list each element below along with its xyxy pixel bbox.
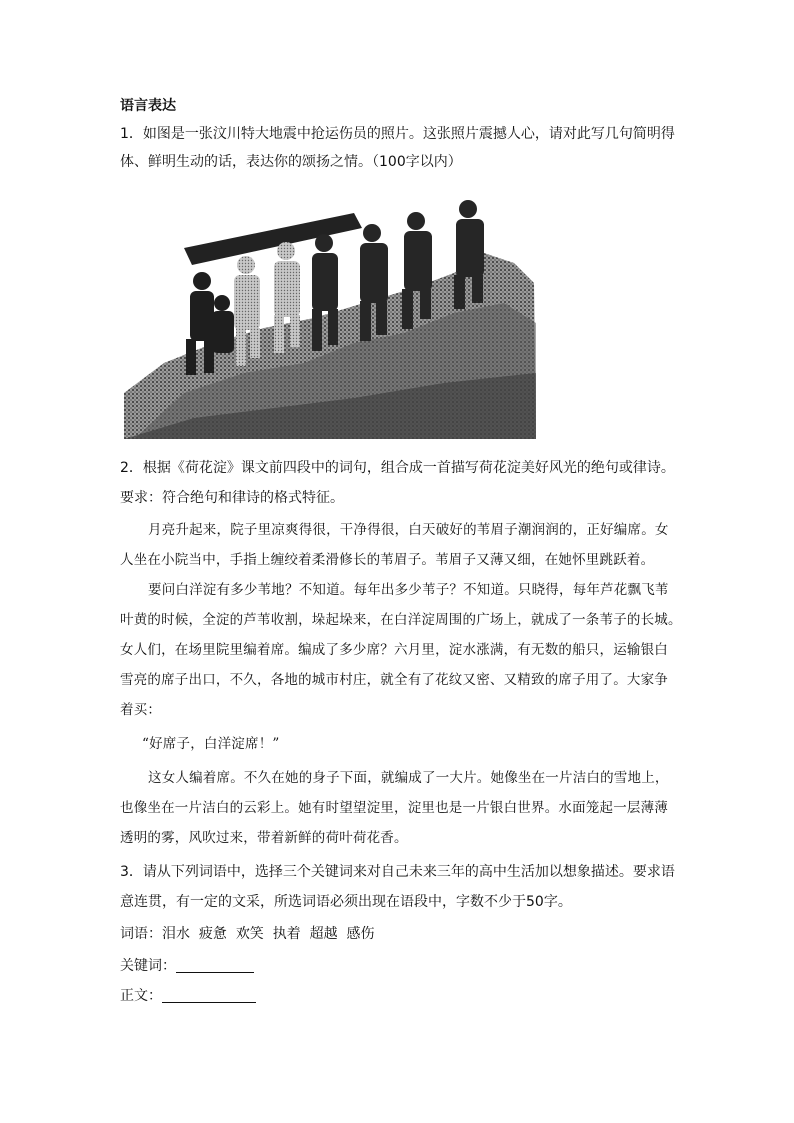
passage-line: 月亮升起来，院子里凉爽得很，干净得很，白天破好的苇眉子潮润润的，正好编席。女 — [148, 522, 669, 538]
q3-line2: 意连贯，有一定的文采，所选词语必须出现在语段中，字数不少于50字。 — [120, 894, 572, 910]
q1-line1: 1．如图是一张汶川特大地震中抢运伤员的照片。这张照片震撼人心，请对此写几句简明得 — [120, 126, 675, 142]
section-title: 语言表达 — [120, 98, 176, 114]
passage-line: 雪亮的席子出口，不久，各地的城市村庄，就全有了花纹又密、又精致的席子用了。大家争 — [120, 672, 668, 688]
passage-line: 着买： — [120, 702, 162, 718]
word-item: 执着 — [272, 926, 301, 942]
keywords-label: 关键词： — [120, 958, 176, 974]
passage-line: 也像坐在一片洁白的云彩上。她有时望望淀里，淀里也是一片银白世界。水面笼起一层薄薄 — [120, 800, 668, 816]
word-item: 泪水 — [162, 926, 190, 942]
body-row — [120, 986, 256, 1006]
passage-line: 要问白洋淀有多少苇地？不知道。每年出多少苇子？不知道。只晓得，每年芦花飘飞苇 — [148, 582, 669, 598]
word-list — [120, 924, 375, 944]
word-item: 欢笑 — [235, 926, 264, 942]
words-label: 词语： — [120, 926, 162, 942]
body-blank[interactable] — [162, 988, 256, 1003]
passage-line: 女人们，在场里院里编着席。编成了多少席？六月里，淀水涨满，有无数的船只，运输银白 — [120, 642, 668, 658]
rescue-photo — [124, 193, 536, 439]
word-item: 疲惫 — [198, 926, 227, 942]
word-item: 感伤 — [346, 926, 375, 942]
q3-line1: 3．请从下列词语中，选择三个关键词来对自己未来三年的高中生活加以想象描述。要求语 — [120, 864, 675, 880]
passage-line: 透明的雾，风吹过来，带着新鲜的荷叶荷花香。 — [120, 830, 408, 846]
q1-line2: 体、鲜明生动的话，表达你的颂扬之情。（100字以内） — [120, 154, 462, 170]
passage-line: “好席子，白洋淀席！” — [142, 736, 280, 752]
passage-line: 叶黄的时候，全淀的芦苇收割，垛起垛来，在白洋淀周围的广场上，就成了一条苇子的长城。 — [120, 612, 682, 628]
passage-line: 这女人编着席。不久在她的身子下面，就编成了一大片。她像坐在一片洁白的雪地上， — [148, 770, 669, 786]
q2-line1: 2．根据《荷花淀》课文前四段中的词句，组合成一首描写荷花淀美好风光的绝句或律诗。 — [120, 460, 675, 476]
keywords-row — [120, 956, 254, 976]
body-label: 正文： — [120, 988, 162, 1004]
passage-line: 人坐在小院当中，手指上缠绞着柔滑修长的苇眉子。苇眉子又薄又细，在她怀里跳跃着。 — [120, 552, 655, 568]
q2-requirement: 要求：符合绝句和律诗的格式特征。 — [120, 490, 344, 506]
word-item: 超越 — [309, 926, 338, 942]
keywords-blank[interactable] — [176, 958, 254, 973]
